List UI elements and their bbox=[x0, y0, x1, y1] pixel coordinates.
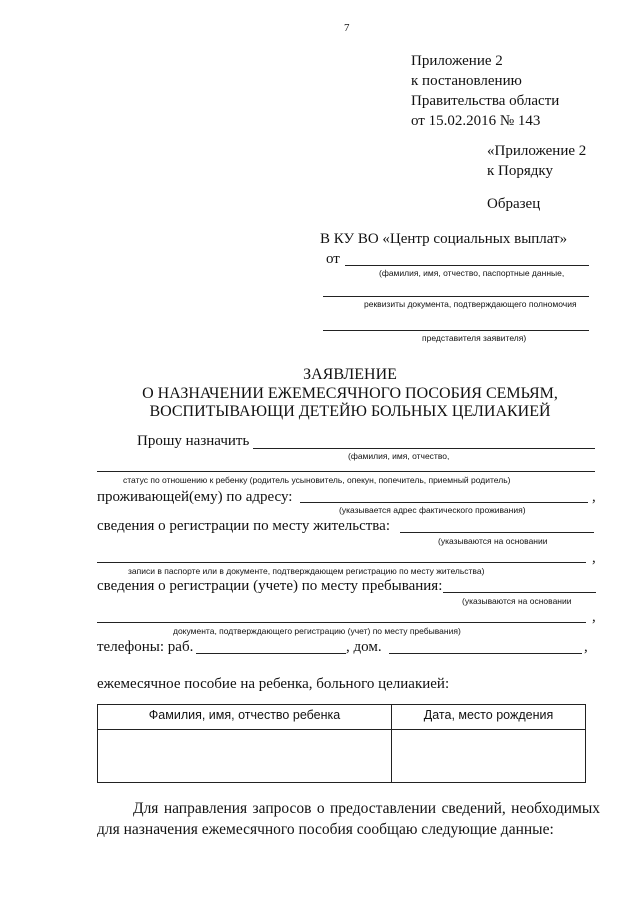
addressee-caption: реквизиты документа, подтверждающего полномочия bbox=[364, 299, 577, 309]
stay-field[interactable] bbox=[443, 592, 596, 593]
comma: , bbox=[592, 609, 596, 625]
from-line-2[interactable] bbox=[323, 296, 589, 297]
status-caption: статус по отношению к ребенку (родитель усыновитель, опекун, попечитель, приемный родитель) bbox=[123, 475, 511, 485]
ask-caption: (фамилия, имя, отчество, bbox=[348, 451, 450, 461]
ask-label: Прошу назначить bbox=[137, 433, 250, 449]
comma: , bbox=[592, 550, 596, 566]
table-cell-name[interactable] bbox=[98, 730, 392, 783]
addressee-caption: представителя заявителя) bbox=[422, 333, 527, 343]
registration-caption: (указываются на основании bbox=[438, 536, 548, 546]
appendix-line: к постановлению bbox=[411, 73, 522, 89]
work-phone-field[interactable] bbox=[196, 653, 346, 654]
home-phone-field[interactable] bbox=[389, 653, 582, 654]
stay-field-2[interactable] bbox=[97, 622, 586, 623]
addressee-caption: (фамилия, имя, отчество, паспортные данные, bbox=[379, 268, 565, 278]
title-line: ВОСПИТЫВАЮЩИ ДЕТЕЙЮ БОЛЬНЫХ ЦЕЛИАКИЕЙ bbox=[149, 403, 551, 420]
from-line-3[interactable] bbox=[323, 330, 589, 331]
comma: , bbox=[592, 489, 596, 505]
sample-label: Образец bbox=[487, 196, 541, 212]
appendix-sub-line: к Порядку bbox=[487, 163, 553, 179]
address-label: проживающей(ему) по адресу: bbox=[97, 489, 293, 505]
stay-caption-2: документа, подтверждающего регистрацию (учет) по месту пребывания) bbox=[173, 626, 461, 636]
appendix-sub-line: «Приложение 2 bbox=[487, 143, 587, 159]
stay-caption: (указываются на основании bbox=[462, 596, 572, 606]
home-label: , дом. bbox=[346, 639, 382, 655]
registration-field-2[interactable] bbox=[97, 562, 586, 563]
phones-label: телефоны: раб. bbox=[97, 639, 194, 655]
addressee-to: В КУ ВО «Центр социальных выплат» bbox=[320, 231, 568, 247]
table-header-name: Фамилия, имя, отчество ребенка bbox=[98, 705, 392, 730]
table-cell-date[interactable] bbox=[392, 730, 586, 783]
title-line: ЗАЯВЛЕНИЕ bbox=[303, 366, 397, 383]
children-table bbox=[97, 704, 586, 783]
stay-label: сведения о регистрации (учете) по месту пребывания: bbox=[97, 578, 443, 594]
address-caption: (указывается адрес фактического проживания) bbox=[339, 505, 526, 515]
registration-caption-2: записи в паспорте или в документе, подтверждающем регистрацию по месту жительства) bbox=[128, 566, 485, 576]
title-line: О НАЗНАЧЕНИИ ЕЖЕМЕСЯЧНОГО ПОСОБИЯ СЕМЬЯМ, bbox=[142, 385, 558, 402]
table-header-date: Дата, место рождения bbox=[392, 705, 586, 730]
page-number: 7 bbox=[344, 22, 350, 34]
address-field[interactable] bbox=[300, 502, 588, 503]
closing-paragraph: Для направления запросов о предоставлении сведений, необходимых для назначения ежемесячного пособия сообщаю следующие данные: bbox=[97, 800, 600, 838]
appendix-line: Приложение 2 bbox=[411, 53, 503, 69]
registration-field[interactable] bbox=[400, 532, 594, 533]
comma: , bbox=[584, 639, 588, 655]
benefit-label: ежемесячное пособие на ребенка, больного целиакией: bbox=[97, 676, 450, 692]
addressee-from: от bbox=[326, 251, 340, 267]
appendix-line: от 15.02.2016 № 143 bbox=[411, 113, 541, 129]
from-line[interactable] bbox=[345, 265, 589, 266]
registration-label: сведения о регистрации по месту жительства: bbox=[97, 518, 390, 534]
ask-field[interactable] bbox=[253, 448, 595, 449]
appendix-line: Правительства области bbox=[411, 93, 560, 109]
ask-field-2[interactable] bbox=[97, 471, 595, 472]
